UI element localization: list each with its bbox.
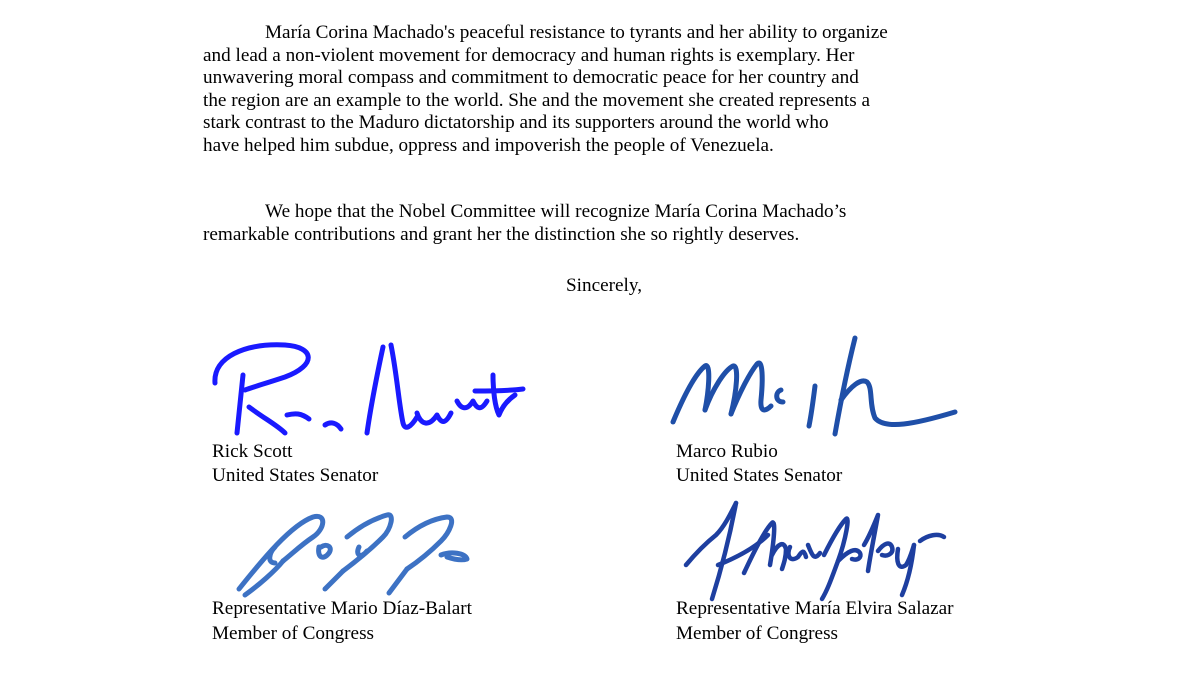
- signatory-name: Representative María Elvira Salazar: [676, 598, 954, 619]
- signature-marco-rubio: [665, 330, 975, 440]
- signatory-title: United States Senator: [676, 465, 843, 486]
- paragraph-line: the region are an example to the world. She and the movement she created represents a: [203, 89, 871, 111]
- paragraph-line: and lead a non-violent movement for democracy and human rights is exemplary. Her: [203, 44, 855, 66]
- signatory-title: Member of Congress: [676, 623, 838, 644]
- letter-closing: Sincerely,: [566, 275, 643, 296]
- signature-maria-elvira-salazar: [682, 495, 952, 605]
- signatory-name: Rick Scott: [212, 441, 293, 462]
- paragraph-line: stark contrast to the Maduro dictatorship and its supporters around the world who: [203, 112, 829, 134]
- paragraph-line: María Corina Machado's peaceful resistance to tyrants and her ability to organize: [265, 22, 888, 43]
- paragraph-line: remarkable contributions and grant her the distinction she so rightly deserves.: [203, 223, 800, 245]
- signature-mario-diaz-balart: [235, 507, 495, 602]
- paragraph-line: have helped him subdue, oppress and impoverish the people of Venezuela.: [203, 134, 774, 156]
- paragraph-line: unwavering moral compass and commitment to democratic peace for her country and: [203, 67, 859, 89]
- signatory-title: United States Senator: [212, 465, 379, 486]
- letter-paragraph-2: [203, 201, 1003, 246]
- signatory-title: Member of Congress: [212, 623, 374, 644]
- signatory-name: Marco Rubio: [676, 441, 778, 462]
- signatory-name: Representative Mario Díaz-Balart: [212, 598, 472, 619]
- signature-rick-scott: [205, 335, 535, 445]
- paragraph-line: We hope that the Nobel Committee will recognize María Corina Machado’s: [265, 201, 847, 222]
- letter-paragraph-1: [203, 22, 1003, 158]
